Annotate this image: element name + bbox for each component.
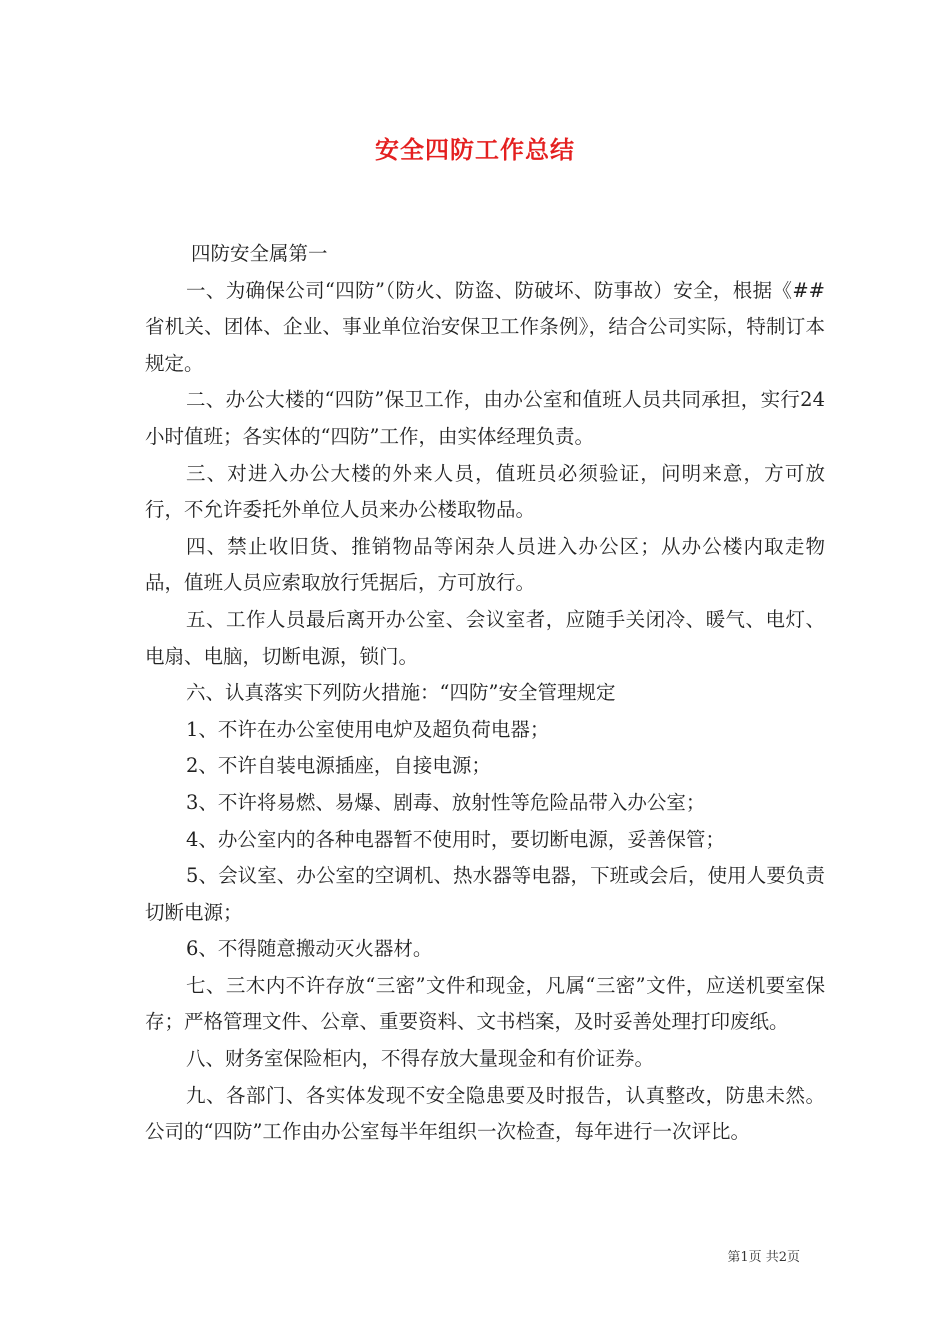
paragraph-2: 二、办公大楼的“四防”保卫工作，由办公室和值班人员共同承担，实行24小时值班；各实体的“四防”工作，由实体经理负责。 bbox=[145, 388, 825, 448]
paragraph-4: 四、禁止收旧货、推销物品等闲杂人员进入办公区；从办公楼内取走物品，值班人员应索取放行凭据后，方可放行。 bbox=[145, 534, 825, 595]
paragraph-5: 五、工作人员最后离开办公室、会议室者，应随手关闭冷、暖气、电灯、电扇、电脑，切断电源，锁门。 bbox=[145, 607, 825, 668]
document-title: 安全四防工作总结 bbox=[375, 135, 575, 164]
list-item-3: 3、不许将易燃、易爆、剧毒、放射性等危险品带入办公室； bbox=[186, 790, 706, 814]
document-body bbox=[145, 236, 825, 1151]
list-item-4: 4、办公室内的各种电器暂不使用时，要切断电源，妥善保管； bbox=[186, 827, 725, 851]
paragraph-7: 七、三木内不许存放“三密”文件和现金，凡属“三密”文件，应送机要室保存；严格管理文件、公章、重要资料、文书档案，及时妥善处理打印废纸。 bbox=[145, 973, 825, 1034]
list-item-1: 1、不许在办公室使用电炉及超负荷电器； bbox=[186, 717, 550, 741]
paragraph-1: 一、为确保公司“四防”（防火、防盗、防破坏、防事故）安全，根据《##省机关、团体、企业、事业单位治安保卫工作条例》，结合公司实际，特制订本规定。 bbox=[145, 278, 825, 375]
page-number: 第1页 共2页 bbox=[727, 1250, 800, 1265]
paragraph-9: 九、各部门、各实体发现不安全隐患要及时报告，认真整改，防患未然。公司的“四防”工作由办公室每半年组织一次检查，每年进行一次评比。 bbox=[145, 1083, 825, 1144]
paragraph-heading: 四防安全属第一 bbox=[191, 242, 328, 265]
list-item-6: 6、不得随意搬动灭火器材。 bbox=[186, 937, 433, 961]
paragraph-3: 三、对进入办公大楼的外来人员，值班员必须验证，问明来意，方可放行，不允许委托外单位人员来办公楼取物品。 bbox=[145, 461, 825, 522]
list-item-5: 5、会议室、办公室的空调机、热水器等电器，下班或会后，使用人要负责切断电源； bbox=[145, 864, 825, 924]
paragraph-6: 六、认真落实下列防火措施：“四防”安全管理规定 bbox=[186, 681, 616, 705]
paragraph-8: 八、财务室保险柜内，不得存放大量现金和有价证券。 bbox=[186, 1047, 655, 1071]
list-item-2: 2、不许自装电源插座，自接电源； bbox=[186, 754, 491, 778]
